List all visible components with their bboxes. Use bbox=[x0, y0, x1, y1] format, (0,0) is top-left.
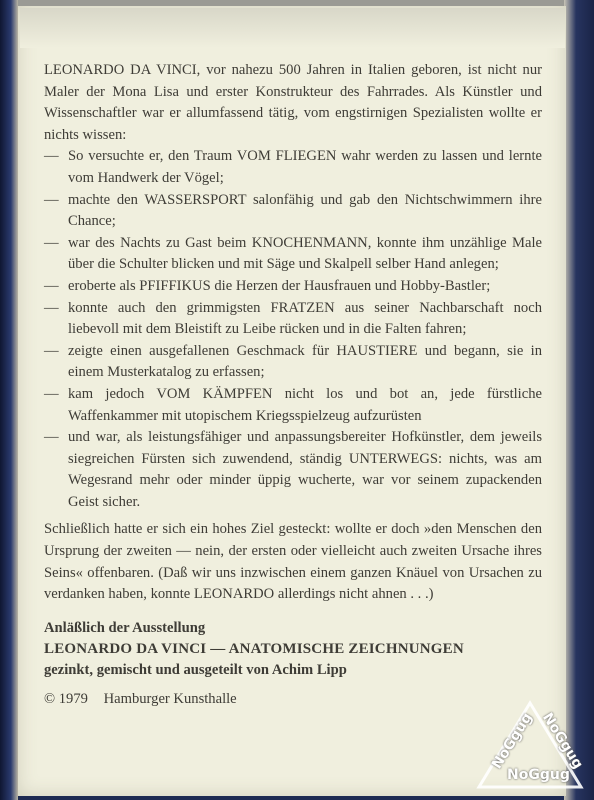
intro-paragraph: LEONARDO DA VINCI, vor nahezu 500 Jahren in Italien geboren, ist nicht nur Maler der Mona Lisa und erster Konstrukteur des Fahrrades. Als Künstler und Wissenschaftler war er allumfassend tätig, vom engstirnigen Spezialisten wollte er nichts wissen: bbox=[44, 62, 542, 143]
list-item-text: eroberte als PFIFFIKUS die Herzen der Hausfrauen und Hobby-Bastler; bbox=[68, 277, 491, 294]
list-dash: — bbox=[44, 299, 59, 316]
list-item bbox=[44, 384, 542, 427]
list-dash: — bbox=[44, 385, 59, 402]
list-item bbox=[44, 190, 542, 233]
activity-list bbox=[44, 146, 542, 513]
list-dash: — bbox=[44, 191, 59, 208]
copyright-institution: Hamburger Kunsthalle bbox=[103, 690, 237, 707]
list-dash: — bbox=[44, 277, 59, 294]
list-item bbox=[44, 276, 542, 298]
list-item-text: machte den WASSERSPORT salonfähig und gab den Nichtschwimmern ihre Chance; bbox=[68, 191, 542, 230]
list-dash: — bbox=[44, 234, 59, 251]
list-item-text: zeigte einen ausgefallenen Geschmack für HAUSTIERE und begann, sie in einem Musterkatalog zu erfassen; bbox=[68, 342, 542, 381]
card-edge-shadow bbox=[20, 8, 565, 48]
exhibition-credits bbox=[44, 618, 542, 681]
card-text bbox=[44, 60, 542, 710]
list-item bbox=[44, 341, 542, 384]
credits-exhibition-title: LEONARDO DA VINCI — ANATOMISCHE ZEICHNUNGEN bbox=[44, 640, 464, 657]
list-item-text: So versuchte er, den Traum VOM FLIEGEN wahr werden zu lassen und lernte vom Handwerk der Vögel; bbox=[68, 148, 542, 186]
list-item bbox=[44, 146, 542, 189]
list-dash: — bbox=[44, 148, 59, 165]
credits-author: gezinkt, gemischt und ausgeteilt von Achim Lipp bbox=[44, 661, 347, 678]
list-item bbox=[44, 427, 542, 513]
list-item-text: war des Nachts zu Gast beim KNOCHENMANN, konnte ihm unzählige Male über die Schulter blicken und mit Säge und Skalpell selber Hand anlegen; bbox=[68, 234, 542, 273]
credits-occasion: Anläßlich der Ausstellung bbox=[44, 619, 206, 636]
list-item-text: kam jedoch VOM KÄMPFEN nicht los und bot an, jede fürstliche Waffenkammer mit utopischem Kriegsspielzeug aufzurüsten bbox=[68, 385, 542, 424]
list-dash: — bbox=[44, 342, 59, 359]
watermark-text-right: NoGgug bbox=[538, 710, 586, 772]
list-dash: — bbox=[44, 429, 59, 446]
list-item-text: und war, als leistungsfähiger und anpassungsbereiter Hofkünstler, dem jeweils siegreichen Fürsten sich zuwendend, ständig UNTERWEGS: nichts, was am Wegesrand mehr oder minder üppig wucherte, war vor seinem zupackenden Geist sicher. bbox=[68, 429, 542, 510]
list-item-text: konnte auch den grimmigsten FRATZEN aus seiner Nachbarschaft noch liebevoll mit dem Bleistift zu Leibe rücken und in die Falten fahren; bbox=[68, 299, 542, 338]
copyright-line bbox=[44, 689, 542, 711]
copyright-year: © 1979 bbox=[44, 690, 88, 707]
list-item bbox=[44, 233, 542, 276]
closing-paragraph: Schließlich hatte er sich ein hohes Ziel gesteckt: wollte er doch »den Menschen den Ursprung der zweiten — nein, der ersten oder vielleicht auch zweiten Ursache ihres Seins« offenbaren. (Daß wir uns inzwischen einem ganzen Knäuel von Ursachen zu verdanken haben, konnte LEONARDO allerdings nicht ahnen . . .) bbox=[44, 521, 542, 603]
watermark-text-bottom: NoGgug bbox=[507, 767, 570, 783]
watermark-text-left: NoGgug bbox=[488, 710, 536, 772]
photo-background-left bbox=[0, 0, 18, 800]
watermark-logo bbox=[473, 697, 588, 792]
photo-background-right bbox=[564, 0, 594, 800]
list-item bbox=[44, 298, 542, 341]
